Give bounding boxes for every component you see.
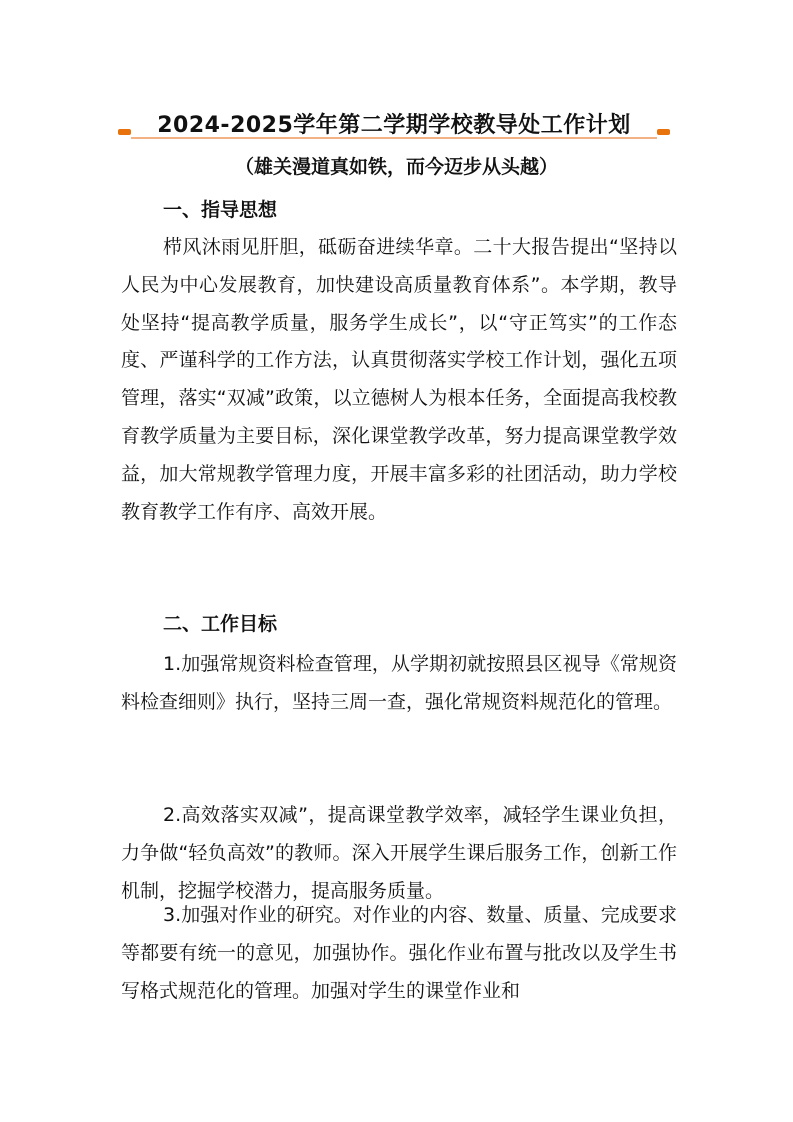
title-block — [118, 110, 670, 144]
paragraph-guiding-ideology: 栉风沐雨见肝胆，砥砺奋进续华章。二十大报告提出“坚持以人民为中心发展教育，加快建设高质量教育体系”。本学期，教导处坚持“提高教学质量，服务学生成长”，以“守正笃实”的工作态度、严谨科学的工作方法，认真贯彻落实学校工作计划，强化五项管理，落实“双减”政策，以立德树人为根本任务，全面提高我校教育教学质量为主要目标，深化课堂教学改革，努力提高课堂教学效益，加大常规教学管理力度，开展丰富多彩的社团活动，助力学校教育教学工作有序、高效开展。 — [121, 236, 677, 523]
paragraph-goal-3: 3.加强对作业的研究。对作业的内容、数量、质量、完成要求等都要有统一的意见，加强协作。强化作业布置与批改以及学生书写格式规范化的管理。加强对学生的课堂作业和 — [121, 904, 677, 1002]
document-title: 2024-2025学年第二学期学校教导处工作计划 — [157, 113, 631, 138]
paragraph-goal-2: 2.高效落实双减”，提高课堂教学效率，减轻学生课业负担，力争做“轻负高效”的教师。深入开展学生课后服务工作，创新工作机制，挖掘学校潜力，提高服务质量。 — [121, 804, 677, 902]
section-heading-guiding-ideology: 一、指导思想 — [163, 199, 278, 221]
paragraph-goal-1: 1.加强常规资料检查管理，从学期初就按照县区视导《常规资料检查细则》执行，坚持三周一查，强化常规资料规范化的管理。 — [121, 653, 677, 713]
section-heading-work-goals: 二、工作目标 — [163, 613, 278, 635]
document-subtitle: （雄关漫道真如铁，而今迈步从头越） — [234, 156, 558, 178]
